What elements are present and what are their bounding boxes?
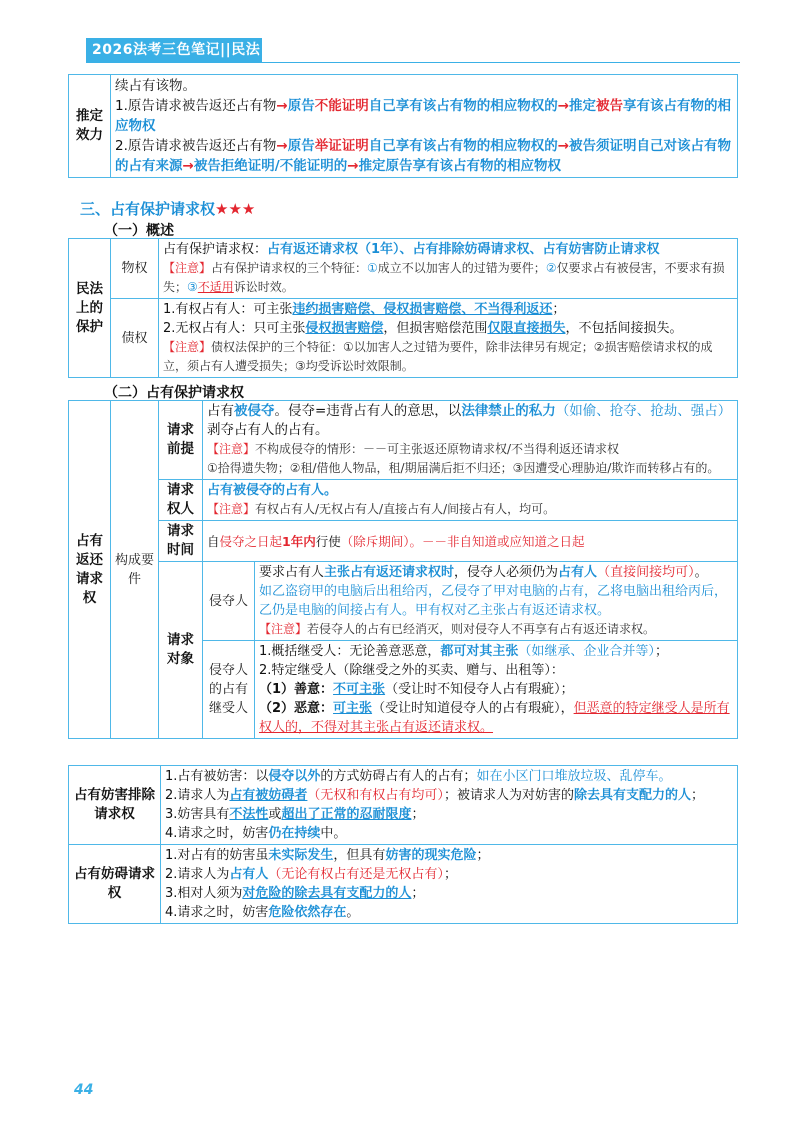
exclusion-row2: 2.请求人为占有被妨碍者（无权和有权占有均可）；被请求人为对妨害的除去具有支配力的人； <box>165 788 704 803</box>
infringer-row1: 要求占有人主张占有返还请求权时，侵夺人必须仍为占有人（直接间接均可）。 <box>259 565 708 580</box>
prevention-row1: 1.对占有的妨害虽未实际发生，但具有妨害的现实危险； <box>165 848 490 863</box>
presumption-line2: 2.原告请求被告返还占有物→原告举证证明自己享有该占有物的相应物权的→被告须证明自己对该占有物的占有来源→被告拒绝证明/不能证明的→推定原告享有该占有物的相应物权 <box>115 138 732 174</box>
prevention-row4: 4.请求之时，妨害危险依然存在。 <box>165 905 360 920</box>
overview-row2: 1.有权占有人：可主张违约损害赔偿、侵权损害赔偿、不当得利返还； <box>163 302 566 317</box>
target-label: 请求对象 <box>159 562 203 739</box>
successor-row2: 2.特定继受人（除继受之外的买卖、赠与、出租等）： <box>259 663 564 678</box>
return-subtitle: （二）占有保护请求权 <box>104 385 244 401</box>
prevention-content <box>161 845 738 924</box>
exclusion-content <box>161 766 738 845</box>
exclusion-row3: 3.妨害具有不法性或超出了正常的忍耐限度； <box>165 807 425 822</box>
successor-content <box>255 641 738 739</box>
debt-right-content <box>159 299 738 378</box>
prevention-row3: 3.相对人须为对危险的除去具有支配力的人； <box>165 886 425 901</box>
overview-row3: 2.无权占有人：只可主张侵权损害赔偿，但损害赔偿范围仅限直接损失，不包括间接损失。 <box>163 321 683 336</box>
claimant-content <box>203 480 738 521</box>
presumption-line0: 续占有该物。 <box>115 78 196 94</box>
header-banner: 2026法考三色笔记||民法 <box>86 38 262 62</box>
premise-note2: ①拾得遗失物；②租/借他人物品，租/期届满后拒不归还；③因遭受心理胁迫/欺诈而转移占有的。 <box>207 461 720 475</box>
presumption-label: 推定效力 <box>69 75 111 178</box>
presumption-line1: 1.原告请求被告返还占有物→原告不能证明自己享有该占有物的相应物权的→推定被告享有该占有物的相应物权 <box>115 98 732 134</box>
overview-note1: 【注意】占有保护请求权的三个特征：①成立不以加害人的过错为要件；②仅要求占有被侵害，不要求有损失；③不适用诉讼时效。 <box>163 261 725 294</box>
prevention-label: 占有妨碍请求权 <box>69 845 161 924</box>
overview-note2: 【注意】债权法保护的三个特征：①以加害人之过错为要件，除非法律另有规定；②损害赔偿请求权的成立，须占有人遭受损失；③均受诉讼时效限制。 <box>163 340 713 373</box>
claimant-label: 请求权人 <box>159 480 203 521</box>
exclusion-row4: 4.请求之时，妨害仍在持续中。 <box>165 826 347 841</box>
infringer-cell: 侵夺人 <box>203 562 255 641</box>
premise-text: 占有被侵夺。侵夺=违背占有人的意思，以法律禁止的私力（如偷、抢夺、抢劫、强占）剥夺占有人的占有。 <box>207 403 732 438</box>
overview-table <box>68 238 738 378</box>
other-claims-table <box>68 765 738 924</box>
infringer-note: 【注意】若侵夺人的占有已经消灭，则对侵夺人不再享有占有返还请求权。 <box>259 622 656 636</box>
header-rule <box>86 62 740 63</box>
claimant-text: 占有被侵夺的占有人。 <box>207 483 338 498</box>
claimant-note: 【注意】有权占有人/无权占有人/直接占有人/间接占有人，均可。 <box>207 502 556 516</box>
exclusion-label: 占有妨害排除请求权 <box>69 766 161 845</box>
successor-row3: （1）善意：不可主张（受让时不知侵夺人占有瑕疵）； <box>259 682 574 697</box>
prevention-row2: 2.请求人为占有人（无论有权占有还是无权占有）； <box>165 867 457 882</box>
premise-label: 请求前提 <box>159 401 203 480</box>
elements-cell: 构成要件 <box>111 401 159 739</box>
successor-cell: 侵夺人的占有继受人 <box>203 641 255 739</box>
premise-content <box>203 401 738 480</box>
debt-right-cell: 债权 <box>111 299 159 378</box>
infringer-content <box>255 562 738 641</box>
successor-row1: 1.概括继受人：无论善意恶意，都可对其主张（如继承、企业合并等）； <box>259 644 668 659</box>
successor-row4: （2）恶意：可主张（受让时知道侵夺人的占有瑕疵），但恶意的特定继受人是所有权人的，不得对其主张占有返还请求权。 <box>259 701 730 735</box>
return-claim-table <box>68 400 738 739</box>
star-rating: ★★★ <box>215 200 256 218</box>
premise-note: 【注意】不构成侵夺的情形：－－可主张返还原物请求权/不当得利返还请求权 <box>207 442 620 456</box>
real-right-content <box>159 239 738 299</box>
overview-row1: 占有保护请求权：占有返还请求权（1年）、占有排除妨碍请求权、占有妨害防止请求权 <box>163 242 660 257</box>
page-number: 44 <box>74 1082 94 1098</box>
presumption-table <box>68 74 738 178</box>
return-claim-label: 占有返还请求权 <box>69 401 111 739</box>
infringer-example: 如乙盗窃甲的电脑后出租给丙，乙侵夺了甲对电脑的占有，乙将电脑出租给丙后，乙仍是电脑的间接占有人。甲有权对乙主张占有返还请求权。 <box>259 584 728 618</box>
overview-subtitle: （一）概述 <box>104 223 174 239</box>
real-right-cell: 物权 <box>111 239 159 299</box>
overview-label: 民法上的保护 <box>69 239 111 378</box>
time-label: 请求时间 <box>159 521 203 562</box>
section-title: 三、占有保护请求权★★★ <box>80 200 256 218</box>
presumption-content <box>111 75 738 178</box>
time-content: 自侵夺之日起1年内行使（除斥期间）。－－非自知道或应知道之日起 <box>203 521 738 562</box>
exclusion-row1: 1.占有被妨害：以侵夺以外的方式妨碍占有人的占有；如在小区门口堆放垃圾、乱停车。 <box>165 769 672 784</box>
